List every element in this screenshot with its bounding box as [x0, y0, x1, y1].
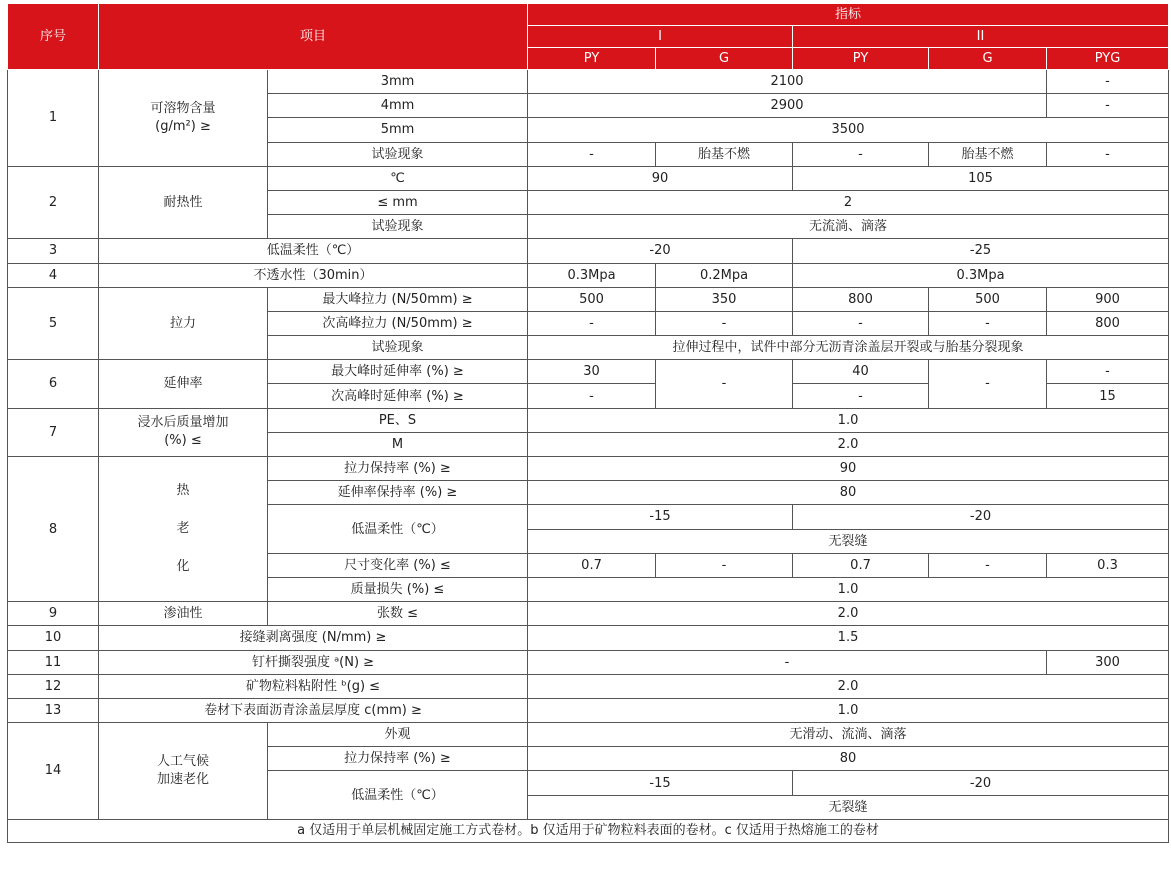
row-number: 4 [8, 263, 99, 287]
footnote: a 仅适用于单层机械固定施工方式卷材。b 仅适用于矿物粒料表面的卷材。c 仅适用于热熔施工的卷材 [8, 819, 1169, 842]
value-cell: - [528, 650, 1047, 674]
value-cell: -20 [793, 505, 1169, 529]
sub-item: 次高峰拉力 (N/50mm) ≥ [268, 311, 528, 335]
header-sub-g: G [929, 48, 1047, 70]
value-cell: 无流淌、滴落 [528, 215, 1169, 239]
value-cell: 2 [528, 190, 1169, 214]
value-cell: 800 [1047, 311, 1169, 335]
item-artificial-weathering [99, 723, 268, 820]
item-oil-seepage: 渗油性 [99, 602, 268, 626]
value-cell: 无滑动、流淌、滴落 [528, 723, 1169, 747]
item-heat-aging [99, 457, 268, 602]
value-cell: 2.0 [528, 432, 1169, 456]
row-number: 9 [8, 602, 99, 626]
item-water-absorption [99, 408, 268, 456]
row-number: 8 [8, 457, 99, 602]
spec-table [7, 3, 1169, 843]
item-char: 热 [176, 483, 190, 499]
value-cell: 1.0 [528, 577, 1169, 601]
header-type-1: I [528, 26, 793, 48]
sub-item: PE、S [268, 408, 528, 432]
value-cell: - [528, 384, 656, 408]
row-number: 12 [8, 674, 99, 698]
row-number: 13 [8, 698, 99, 722]
value-cell: - [929, 360, 1047, 408]
value-cell: - [793, 311, 929, 335]
value-cell: 105 [793, 166, 1169, 190]
value-cell: 0.7 [793, 553, 929, 577]
value-cell: 30 [528, 360, 656, 384]
item-soluble-content [99, 70, 268, 167]
sub-item: 最大峰时延伸率 (%) ≥ [268, 360, 528, 384]
value-cell: -15 [528, 505, 793, 529]
row-number: 11 [8, 650, 99, 674]
header-no: 序号 [8, 4, 99, 70]
sub-item: 试验现象 [268, 142, 528, 166]
sub-item: 最大峰拉力 (N/50mm) ≥ [268, 287, 528, 311]
value-cell: 90 [528, 457, 1169, 481]
item-mineral-adhesion: 矿物粒料粘附性 ᵇ(g) ≤ [99, 674, 528, 698]
value-cell: 拉伸过程中，试件中部分无沥青涂盖层开裂或与胎基分裂现象 [528, 336, 1169, 360]
value-cell: - [528, 311, 656, 335]
item-low-temp-flex: 低温柔性（℃） [99, 239, 528, 263]
header-sub-pyg: PYG [1047, 48, 1169, 70]
header-sub-g: G [656, 48, 793, 70]
header-index: 指标 [528, 4, 1169, 26]
value-cell: 80 [528, 747, 1169, 771]
sub-item: 试验现象 [268, 215, 528, 239]
sub-item: 尺寸变化率 (%) ≤ [268, 553, 528, 577]
value-cell: 1.5 [528, 626, 1169, 650]
header-sub-py: PY [793, 48, 929, 70]
value-cell: - [929, 553, 1047, 577]
value-cell: - [656, 360, 793, 408]
item-line: 浸水后质量增加 [137, 415, 229, 431]
item-line: 可溶物含量 [150, 100, 216, 116]
item-heat-resistance: 耐热性 [99, 166, 268, 239]
sub-item: 质量损失 (%) ≤ [268, 577, 528, 601]
item-nail-tear: 钉杆撕裂强度 ᵃ(N) ≥ [99, 650, 528, 674]
sub-item: M [268, 432, 528, 456]
value-cell: 15 [1047, 384, 1169, 408]
value-cell: 900 [1047, 287, 1169, 311]
value-cell: - [793, 142, 929, 166]
value-cell: - [1047, 360, 1169, 384]
value-cell: 无裂缝 [528, 795, 1169, 819]
header-type-2: II [793, 26, 1169, 48]
sub-item: ℃ [268, 166, 528, 190]
sub-item: 外观 [268, 723, 528, 747]
row-number: 7 [8, 408, 99, 456]
value-cell: 1.0 [528, 408, 1169, 432]
value-cell: - [793, 384, 929, 408]
item-line: (%) ≤ [164, 433, 202, 449]
value-cell: - [1047, 70, 1169, 94]
value-cell: 2900 [528, 94, 1047, 118]
value-cell: -20 [528, 239, 793, 263]
value-cell: - [1047, 142, 1169, 166]
value-cell: - [656, 553, 793, 577]
sub-item: 4mm [268, 94, 528, 118]
row-number: 3 [8, 239, 99, 263]
value-cell: 2.0 [528, 602, 1169, 626]
row-number: 5 [8, 287, 99, 360]
sub-item: 5mm [268, 118, 528, 142]
row-number: 2 [8, 166, 99, 239]
item-tensile: 拉力 [99, 287, 268, 360]
value-cell: 500 [929, 287, 1047, 311]
value-cell: - [528, 142, 656, 166]
value-cell: 胎基不燃 [656, 142, 793, 166]
value-cell: 2.0 [528, 674, 1169, 698]
sub-item: 试验现象 [268, 336, 528, 360]
value-cell: 80 [528, 481, 1169, 505]
value-cell: 90 [528, 166, 793, 190]
item-elongation: 延伸率 [99, 360, 268, 408]
value-cell: 1.0 [528, 698, 1169, 722]
sub-item: ≤ mm [268, 190, 528, 214]
value-cell: 无裂缝 [528, 529, 1169, 553]
row-number: 14 [8, 723, 99, 820]
row-number: 6 [8, 360, 99, 408]
value-cell: 40 [793, 360, 929, 384]
sub-item: 次高峰时延伸率 (%) ≥ [268, 384, 528, 408]
value-cell: 800 [793, 287, 929, 311]
value-cell: - [1047, 94, 1169, 118]
sub-item: 低温柔性（℃） [268, 771, 528, 819]
sub-item: 延伸率保持率 (%) ≥ [268, 481, 528, 505]
item-line: 人工气候 [156, 753, 209, 769]
sub-item: 张数 ≤ [268, 602, 528, 626]
sub-item: 拉力保持率 (%) ≥ [268, 747, 528, 771]
item-line: (g/m²) ≥ [155, 118, 211, 134]
value-cell: 350 [656, 287, 793, 311]
value-cell: 3500 [528, 118, 1169, 142]
value-cell: 0.3Mpa [793, 263, 1169, 287]
value-cell: 2100 [528, 70, 1047, 94]
item-char: 化 [176, 559, 190, 575]
sub-item: 拉力保持率 (%) ≥ [268, 457, 528, 481]
item-seam-peel: 接缝剥离强度 (N/mm) ≥ [99, 626, 528, 650]
value-cell: - [656, 311, 793, 335]
header-sub-py: PY [528, 48, 656, 70]
value-cell: 300 [1047, 650, 1169, 674]
row-number: 1 [8, 70, 99, 167]
item-coating-thickness: 卷材下表面沥青涂盖层厚度 c(mm) ≥ [99, 698, 528, 722]
item-impermeability: 不透水性（30min） [99, 263, 528, 287]
value-cell: 0.7 [528, 553, 656, 577]
value-cell: -20 [793, 771, 1169, 795]
sub-item: 低温柔性（℃） [268, 505, 528, 553]
header-item: 项目 [99, 4, 528, 70]
value-cell: 0.2Mpa [656, 263, 793, 287]
sub-item: 3mm [268, 70, 528, 94]
item-char: 老 [176, 521, 190, 537]
value-cell: 0.3 [1047, 553, 1169, 577]
value-cell: - [929, 311, 1047, 335]
item-line: 加速老化 [156, 771, 209, 787]
value-cell: 500 [528, 287, 656, 311]
value-cell: -15 [528, 771, 793, 795]
value-cell: 胎基不燃 [929, 142, 1047, 166]
value-cell: -25 [793, 239, 1169, 263]
value-cell: 0.3Mpa [528, 263, 656, 287]
row-number: 10 [8, 626, 99, 650]
